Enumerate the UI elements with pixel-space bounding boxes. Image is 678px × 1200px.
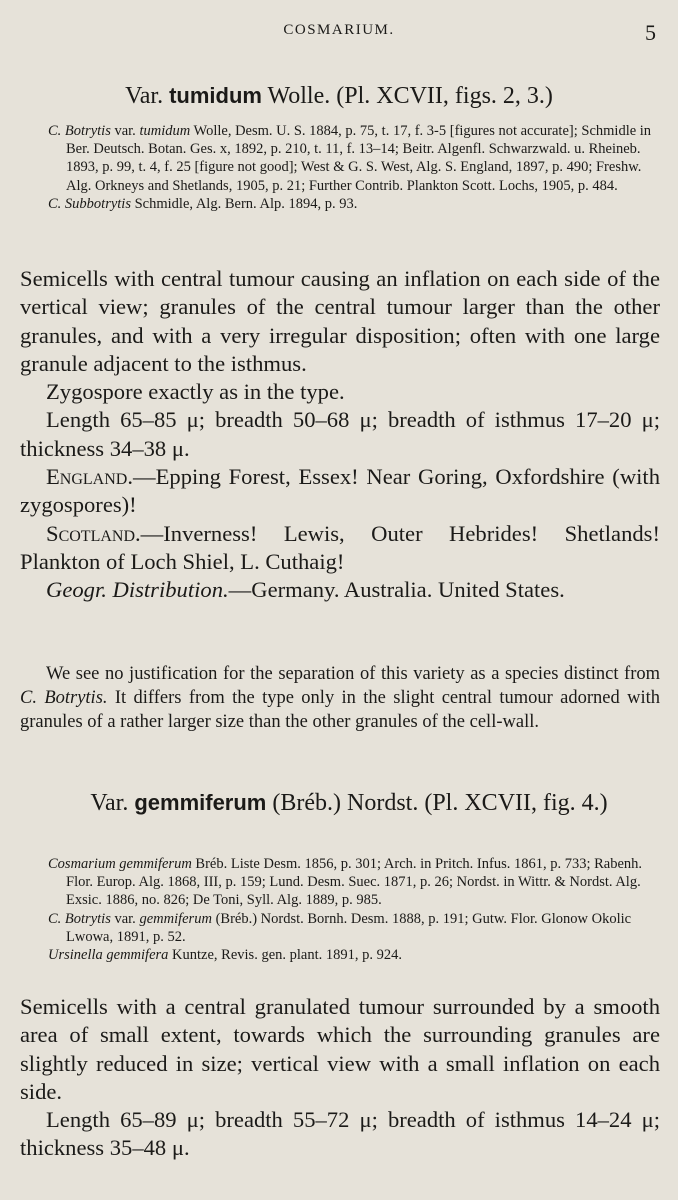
ref-text: Kuntze, Revis. gen. plant. 1891, p. 924. [168, 947, 403, 964]
note-taxon: C. Botrytis. [20, 688, 108, 708]
distribution-label: Geogr. Distribution. [46, 577, 229, 603]
variety-name: gemmiferum [134, 790, 267, 815]
heading-suffix: (Bréb.) Nordst. (Pl. XCVII, fig. 4.) [266, 790, 608, 816]
ref-taxon-var: gemmiferum [139, 910, 212, 927]
ref-mid: var. [110, 123, 140, 139]
measurements-text: Length 65–85 μ; breadth 50–68 μ; breadth of isthmus 17–20 μ; thickness 34–38 μ. [20, 407, 660, 461]
ref-taxon: C. Botrytis [48, 123, 111, 139]
description-text: Semicells with central tumour causing an inflation on each side of the vertical view; granules of the central tumour larger than the other granules, and with a very irregular disposition; often with one large granule adjacent to the isthmus. [20, 266, 660, 376]
variety-heading-tumidum [0, 80, 678, 112]
scotland-label: Scotland. [46, 520, 141, 546]
ref-mid: var. [110, 910, 140, 927]
distribution-text: —Germany. Australia. United States. [228, 577, 565, 603]
ref-taxon: C. Botrytis [48, 910, 111, 927]
heading-prefix: Var. [90, 790, 135, 816]
zygospore-text: Zygospore exactly as in the type. [46, 379, 345, 405]
reference-entry [48, 910, 658, 946]
running-title: COSMARIUM. [283, 22, 395, 38]
description-gemmiferum [20, 993, 660, 1163]
ref-taxon-var: tumidum [139, 123, 191, 139]
ref-text: Schmidle, Alg. Bern. Alp. 1894, p. 93. [130, 195, 358, 212]
page-header [0, 22, 678, 48]
reference-entry [48, 195, 658, 213]
ref-taxon: Ursinella gemmifera [48, 947, 169, 964]
england-label: England. [46, 464, 133, 490]
description-tumidum [20, 265, 660, 605]
variety-name: tumidum [169, 83, 262, 108]
ref-text: (Bréb.) Nordst. Bornh. Desm. 1888, p. 191; Gutw. Flor. Glonow Okolic Lwowa, 1891, p. 52. [66, 910, 632, 945]
page-number: 5 [645, 20, 656, 45]
reference-entry [48, 855, 658, 910]
heading-prefix: Var. [125, 83, 170, 109]
reference-entry [48, 946, 658, 964]
description-text: Semicells with a central granulated tumour surrounded by a smooth area of small extent, towards which the surrounding granules are slightly reduced in size; vertical view with a small inflation on each side. [20, 994, 660, 1104]
geographic-distribution [20, 576, 660, 604]
synonymy-references-gemmiferum [48, 855, 658, 964]
synonymy-references-tumidum [48, 122, 658, 213]
ref-text: Wolle, Desm. U. S. 1884, p. 75, t. 17, f. 3-5 [figures not accurate]; Schmidle in Ber. Deutsch. Botan. Ges. x, 1892, p. 210, t. 11, f. 13–14; Beitr. Algenfl. Schwarzwald. u. Rheineb. 1893, p. 99, t. 4, f. 25 [figure not good]; West & G. S. West, Alg. S. England, 1897, p. 490; Freshw. Alg. Orkneys and Shetlands, 1905, p. 21; Further Contrib. Plankton Scott. Lochs, 1905, p. 484. [66, 123, 652, 194]
reference-entry [48, 122, 658, 195]
locality-scotland [20, 520, 660, 577]
note-text: We see no justification for the separation of this variety as a species distinct from [46, 664, 660, 684]
ref-text: Bréb. Liste Desm. 1856, p. 301; Arch. in Pritch. Infus. 1861, p. 733; Rabenh. Flor. Europ. Alg. 1868, III, p. 159; Lund. Desm. Suec. 1871, p. 26; Nordst. in Wittr. & Nordst. Alg. Exsic. 1886, no. 826; De Toni, Syll. Alg. 1889, p. 985. [66, 856, 643, 909]
note-text-end: It differs from the type only in the slight central tumour adorned with granules of a rather larger size than the other granules of the cell-wall. [20, 688, 661, 732]
heading-suffix: Wolle. (Pl. XCVII, figs. 2, 3.) [261, 83, 553, 109]
note-paragraph [20, 662, 660, 734]
locality-england [20, 463, 660, 520]
ref-taxon: Cosmarium gemmiferum [48, 856, 192, 872]
variety-heading-gemmiferum [60, 787, 638, 819]
measurements-text: Length 65–89 μ; breadth 55–72 μ; breadth of isthmus 14–24 μ; thickness 35–48 μ. [20, 1107, 660, 1161]
scotland-text: —Inverness! Lewis, Outer Hebrides! Shetlands! Plankton of Loch Shiel, L. Cuthaig! [20, 520, 660, 574]
ref-taxon: C. Subbotrytis [48, 195, 131, 212]
taxonomic-note [20, 662, 660, 734]
england-text: —Epping Forest, Essex! Near Goring, Oxfordshire (with zygospores)! [20, 464, 660, 518]
